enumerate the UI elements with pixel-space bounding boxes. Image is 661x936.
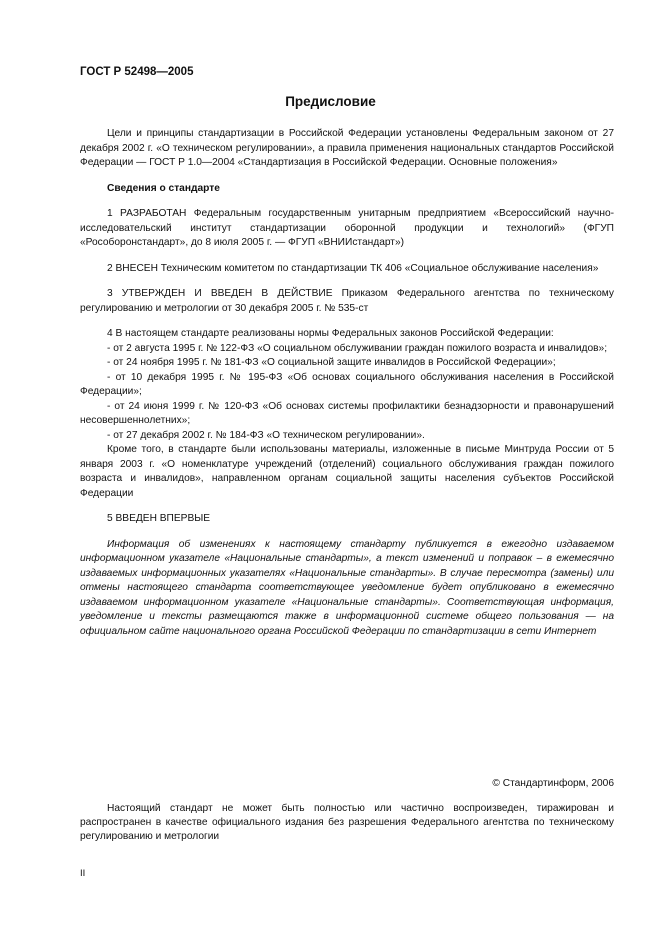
standard-info-heading: Сведения о стандарте bbox=[107, 182, 220, 194]
preface-body bbox=[80, 127, 614, 639]
item-developed: 1 РАЗРАБОТАН Федеральным государственным унитарным предприятием «Всероссийский научно-исследовательский институт стандартизации оборонной продукции и технологий» (ФГУП «Рособоронстандарт», до 8 июля 2005 г. — ФГУП «ВНИИстандарт») bbox=[80, 208, 614, 248]
item-approved: 3 УТВЕРЖДЕН И ВВЕДЕН В ДЕЙСТВИЕ Приказом Федерального агентства по техническому регулированию и метрологии от 30 декабря 2005 г. № 535-ст bbox=[80, 288, 614, 314]
law-item: - от 24 июня 1999 г. № 120-ФЗ «Об основах системы профилактики безнадзорности и правонарушений несовершеннолетних»; bbox=[80, 400, 614, 426]
item-submitted: 2 ВНЕСЕН Техническим комитетом по стандартизации ТК 406 «Социальное обслуживание населения» bbox=[107, 262, 599, 274]
reproduction-notice: Настоящий стандарт не может быть полностью или частично воспроизведен, тиражирован и распространен в качестве официального издания без разрешения Федерального агентства по техническому регулированию и метрологии bbox=[80, 803, 614, 843]
page-title: Предисловие bbox=[285, 94, 376, 109]
intro-paragraph: Цели и принципы стандартизации в Российской Федерации установлены Федеральным законом от 27 декабря 2002 г. «О техническом регулировании», а правила применения национальных стандартов Российской Федерации — ГОСТ Р 1.0—2004 «Стандартизация в Российской Федерации. Основные положения» bbox=[80, 128, 614, 168]
law-item: - от 24 ноября 1995 г. № 181-ФЗ «О социальной защите инвалидов в Российской Федерации»; bbox=[107, 357, 556, 368]
change-info-paragraph: Информация об изменениях к настоящему стандарту публикуется в ежегодно издаваемом информационном указателе «Национальные стандарты», а текст изменений и поправок – в ежемесячно издаваемых информационных указателях «Национальные стандарты». В случае пересмотра (замены) или отмены настоящего стандарта соответствующее уведомление будет опубликовано в ежемесячно издаваемом информационном указателе «Национальные стандарты». Соответствующая информация, уведомление и тексты размещаются также в информационной системе общего пользования — на официальном сайте национального органа Российской Федерации по стандартизации в сети Интернет bbox=[80, 538, 614, 637]
law-item: - от 2 августа 1995 г. № 122-ФЗ «О социальном обслуживании граждан пожилого возраста и инвалидов»; bbox=[107, 342, 608, 354]
copyright: © Стандартинформ, 2006 bbox=[492, 778, 614, 789]
page-number: II bbox=[80, 868, 86, 879]
law-item: - от 27 декабря 2002 г. № 184-ФЗ «О техническом регулировании». bbox=[107, 429, 425, 441]
item-laws-extra: Кроме того, в стандарте были использованы материалы, изложенные в письме Минтруда России от 5 января 2003 г. «О номенклатуре учреждений (отделений) социального обслуживания граждан пожилого возраста и инвалидов», направленном органам социальной защиты населения субъектов Российской Федерации bbox=[80, 444, 614, 499]
law-item: - от 10 декабря 1995 г. № 195-ФЗ «Об основах социального обслуживания населения в Российской Федерации»; bbox=[80, 371, 614, 397]
item-first-introduced: 5 ВВЕДЕН ВПЕРВЫЕ bbox=[107, 513, 211, 524]
item-laws: 4 В настоящем стандарте реализованы нормы Федеральных законов Российской Федерации: bbox=[107, 328, 554, 339]
document-code: ГОСТ Р 52498—2005 bbox=[80, 66, 194, 78]
